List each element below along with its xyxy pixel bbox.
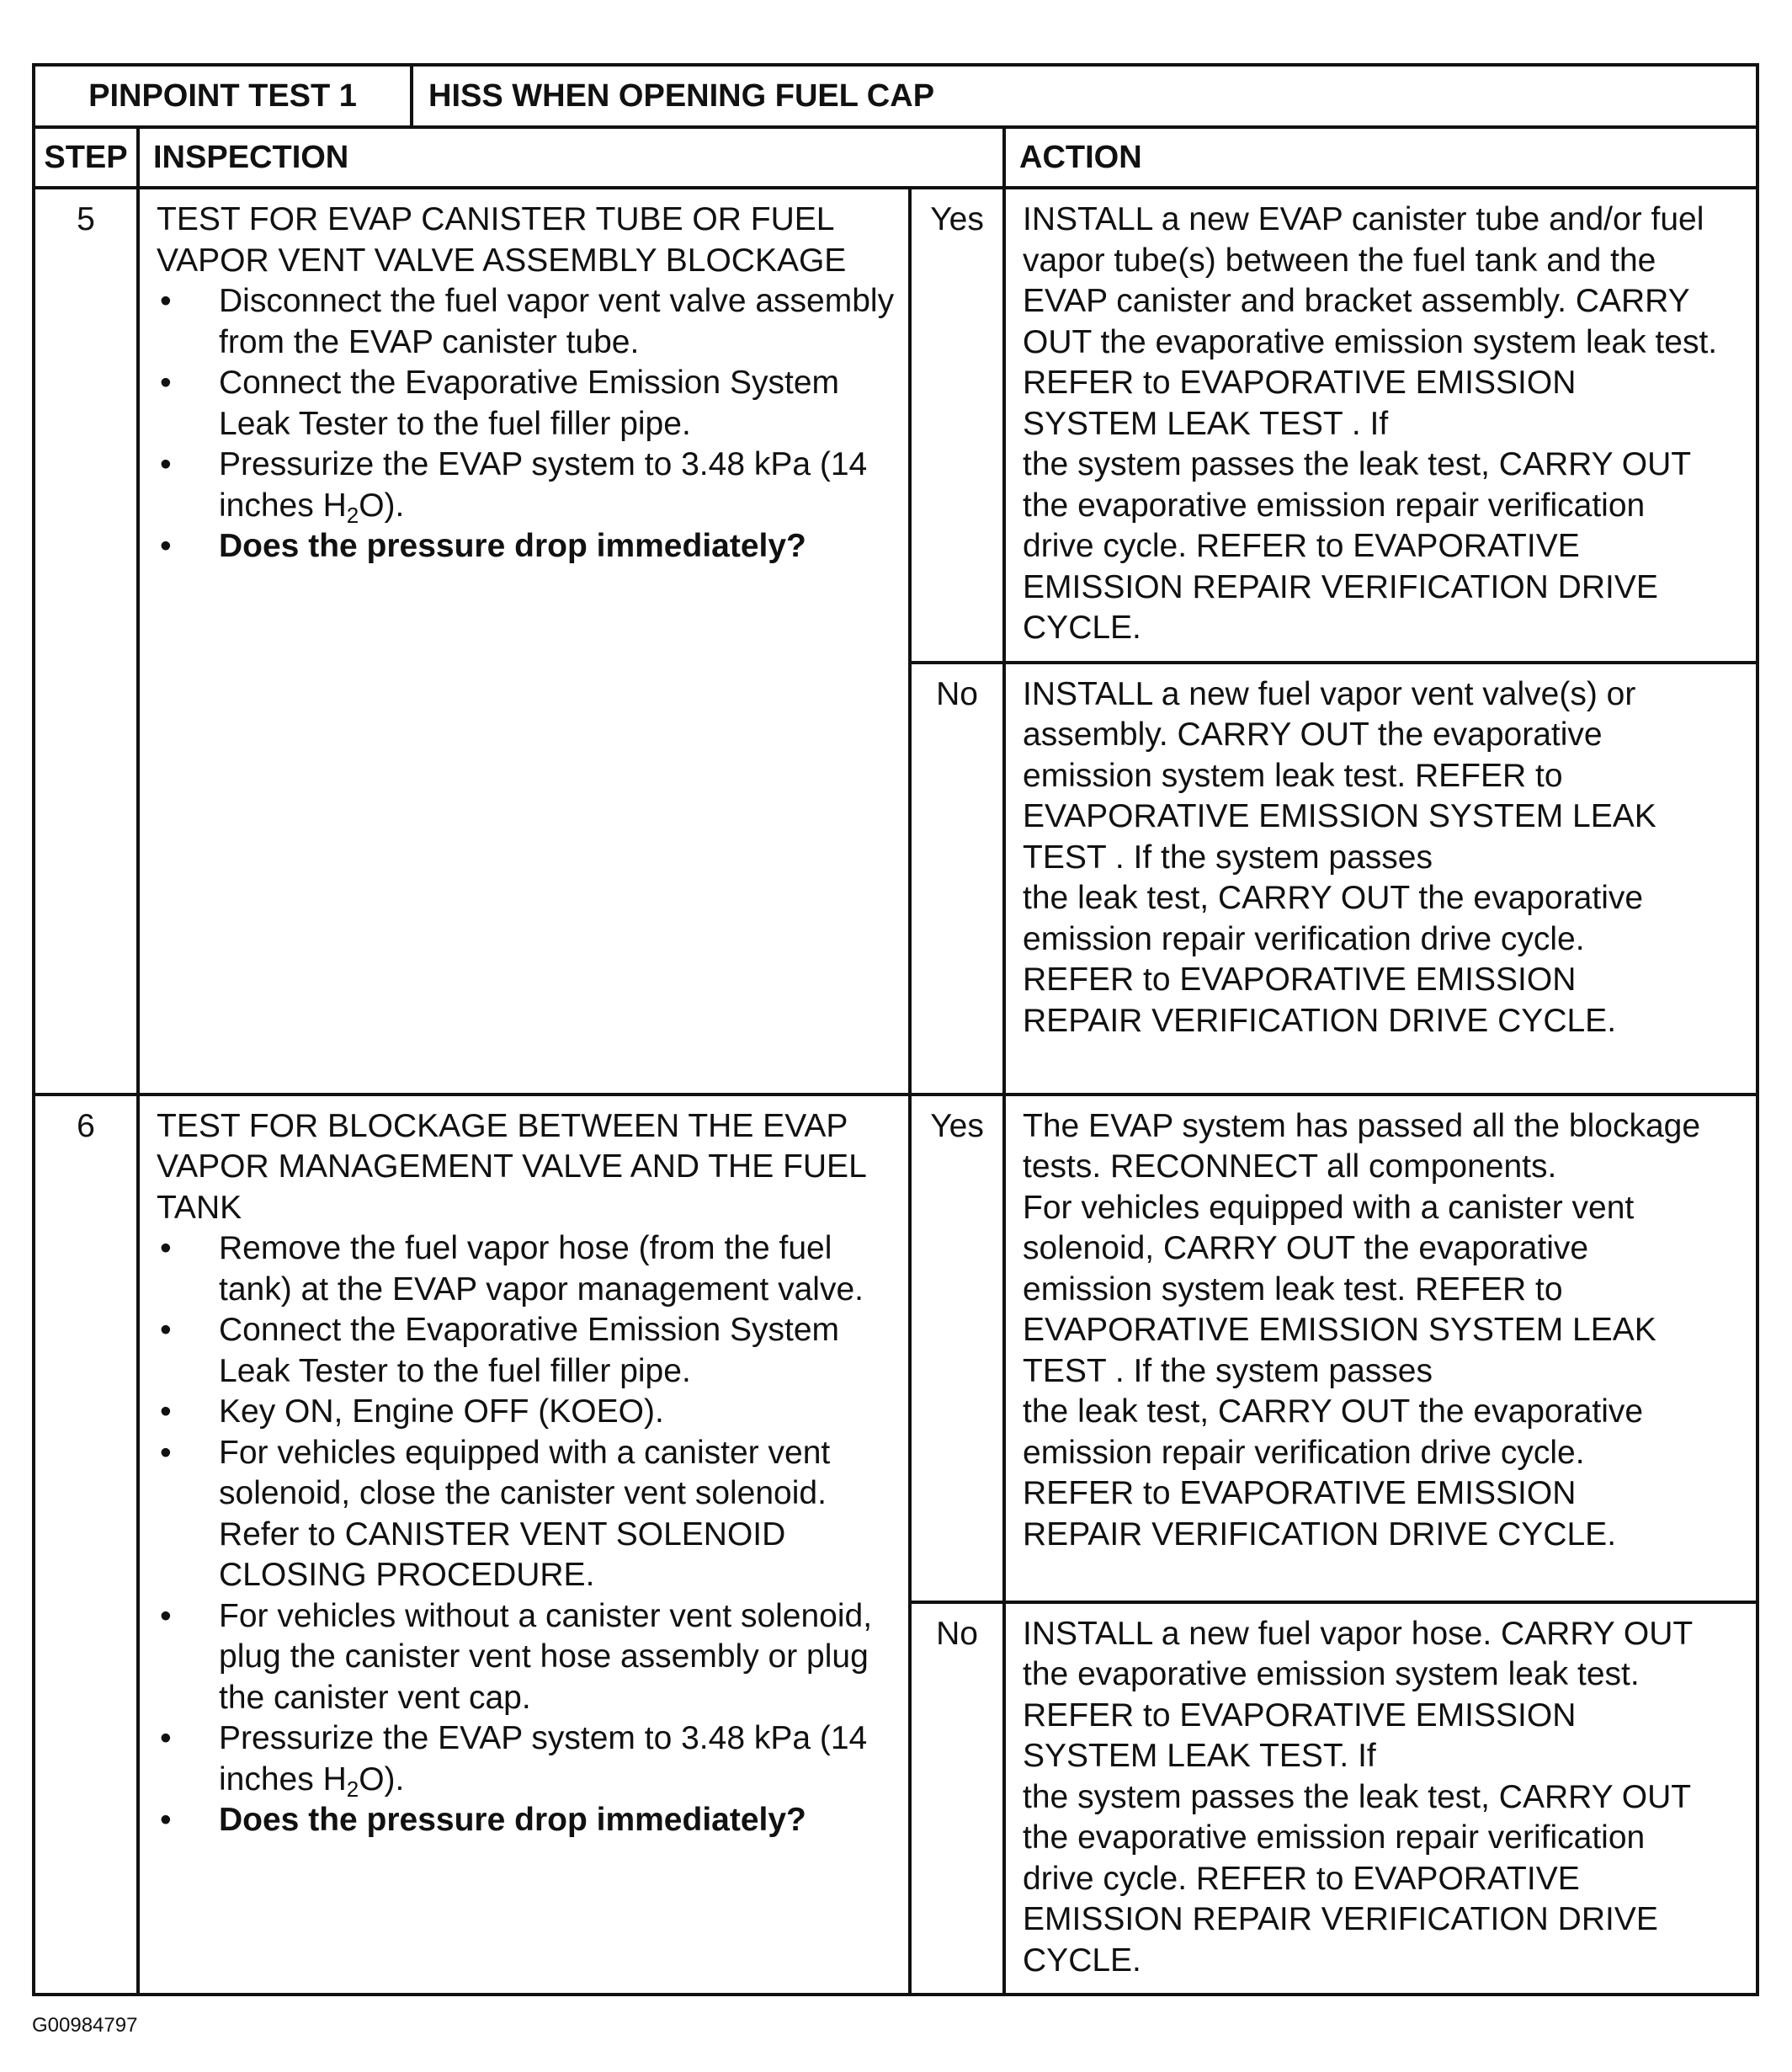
bullet-text — [219, 1228, 896, 1310]
bullet-text-line: tank) at the EVAP vapor management valve. — [219, 1270, 864, 1308]
yes-action-line: SYSTEM LEAK TEST . If — [1023, 405, 1389, 442]
bullet-text-line: Does the pressure drop immediately? — [219, 528, 806, 564]
bullet-text-line — [219, 1760, 896, 1801]
inspection-title-line: VAPOR MANAGEMENT VALVE AND THE FUEL — [157, 1148, 867, 1185]
inspection-title-line: TANK — [157, 1189, 242, 1226]
no-action-cell — [1004, 663, 1757, 1095]
no-action-line: CYCLE. — [1023, 1942, 1141, 1979]
yes-action-line: REFER to EVAPORATIVE EMISSION — [1023, 365, 1577, 401]
bullet-glyph: • — [160, 1597, 172, 1634]
yes-action-line: the system passes the leak test, CARRY OUT — [1023, 446, 1692, 482]
inspection-bullet-item — [157, 1596, 896, 1719]
no-action-line: REPAIR VERIFICATION DRIVE CYCLE. — [1023, 1002, 1617, 1039]
bullet-glyph: • — [160, 1230, 172, 1266]
bullet-text-line: Leak Tester to the fuel filler pipe. — [219, 1352, 691, 1389]
yes-action-line: EMISSION REPAIR VERIFICATION DRIVE — [1023, 568, 1658, 605]
action-column-header — [1004, 127, 1757, 188]
yes-action-line: INSTALL a new EVAP canister tube and/or fuel — [1023, 201, 1704, 237]
inspection-title — [157, 200, 896, 281]
bullet-glyph: • — [160, 528, 172, 564]
yes-label: Yes — [930, 201, 984, 237]
no-action-line: the evaporative emission system leak test. — [1023, 1656, 1640, 1692]
bullet-text — [219, 526, 896, 567]
yes-action-cell — [1004, 1095, 1757, 1602]
inspection-bullet-list — [157, 281, 896, 567]
inspection-header-label: INSPECTION — [153, 139, 349, 175]
no-action-line: emission system leak test. REFER to — [1023, 757, 1563, 794]
bullet-text — [219, 281, 896, 363]
step-row-yes — [34, 188, 1757, 663]
no-action-line: REFER to EVAPORATIVE EMISSION — [1023, 961, 1577, 998]
bullet-text — [219, 1596, 896, 1719]
bullet-text-line: Pressurize the EVAP system to 3.48 kPa (14 — [219, 1720, 868, 1756]
inspection-column-header — [138, 127, 1004, 188]
bullet-text-line — [219, 486, 896, 527]
test-label: PINPOINT TEST 1 — [88, 78, 357, 114]
bullet-glyph: • — [160, 1393, 172, 1430]
no-label-cell — [910, 1602, 1004, 1995]
no-action-line: assembly. CARRY OUT the evaporative — [1023, 716, 1603, 753]
test-header-row — [34, 65, 1757, 127]
inspection-bullet-item — [157, 1433, 896, 1596]
yes-action-line: vapor tube(s) between the fuel tank and the — [1023, 242, 1656, 279]
step-row-yes — [34, 1095, 1757, 1602]
no-action-line: INSTALL a new fuel vapor hose. CARRY OUT — [1023, 1615, 1694, 1652]
bullet-text — [219, 1392, 896, 1433]
yes-action-line: EVAP canister and bracket assembly. CARRY — [1023, 283, 1690, 319]
bullet-glyph: • — [160, 1312, 172, 1348]
pinpoint-test-document — [32, 63, 1756, 1996]
bullet-text-line: from the EVAP canister tube. — [219, 323, 640, 360]
yes-action-line: REFER to EVAPORATIVE EMISSION — [1023, 1475, 1577, 1511]
bullet-text — [219, 1800, 896, 1841]
yes-action-line: drive cycle. REFER to EVAPORATIVE — [1023, 528, 1580, 564]
no-action-line: EVAPORATIVE EMISSION SYSTEM LEAK — [1023, 798, 1656, 834]
bullet-text-fragment: O). — [359, 487, 405, 524]
pinpoint-test-table — [32, 63, 1759, 1996]
subscript: 2 — [346, 1776, 359, 1802]
test-label-cell — [34, 65, 412, 127]
inspection-bullet-item — [157, 1392, 896, 1433]
inspection-bullet-item — [157, 1718, 896, 1800]
bullet-text — [219, 1718, 896, 1800]
yes-action-cell — [1004, 188, 1757, 663]
yes-label-cell — [910, 188, 1004, 663]
bullet-text-line: the canister vent cap. — [219, 1679, 531, 1716]
bullet-text-line: Connect the Evaporative Emission System — [219, 365, 840, 401]
no-action-line: drive cycle. REFER to EVAPORATIVE — [1023, 1860, 1580, 1897]
no-action-line: SYSTEM LEAK TEST. If — [1023, 1738, 1376, 1774]
bullet-text-line: Remove the fuel vapor hose (from the fuel — [219, 1230, 832, 1266]
bullet-text-line: solenoid, close the canister vent solenoid. — [219, 1475, 827, 1511]
bullet-text-fragment: O). — [359, 1760, 405, 1798]
inspection-title — [157, 1106, 896, 1229]
yes-action-line: The EVAP system has passed all the blockage — [1023, 1107, 1701, 1144]
no-action-line: EMISSION REPAIR VERIFICATION DRIVE — [1023, 1901, 1658, 1937]
subscript: 2 — [346, 502, 359, 528]
yes-action-line: For vehicles equipped with a canister vent — [1023, 1189, 1635, 1226]
no-action-cell — [1004, 1602, 1757, 1995]
bullet-text-line: CLOSING PROCEDURE. — [219, 1557, 595, 1593]
bullet-glyph: • — [160, 446, 172, 482]
bullet-text-line: Pressurize the EVAP system to 3.48 kPa (14 — [219, 446, 868, 482]
bullet-text — [219, 1433, 896, 1596]
bullet-glyph: • — [160, 1434, 172, 1471]
step-column-header — [34, 127, 138, 188]
yes-action-line: the leak test, CARRY OUT the evaporative — [1023, 1393, 1644, 1430]
inspection-bullet-list — [157, 1228, 896, 1841]
no-action-line: the system passes the leak test, CARRY OUT — [1023, 1778, 1692, 1815]
inspection-cell — [138, 1095, 910, 1995]
yes-action-line: emission system leak test. REFER to — [1023, 1270, 1563, 1308]
no-action-line: the evaporative emission repair verification — [1023, 1819, 1646, 1856]
yes-action-line: the evaporative emission repair verification — [1023, 487, 1646, 524]
inspection-title-line: VAPOR VENT VALVE ASSEMBLY BLOCKAGE — [157, 242, 847, 279]
yes-action-line: REPAIR VERIFICATION DRIVE CYCLE. — [1023, 1515, 1617, 1553]
no-action-line: emission repair verification drive cycle. — [1023, 920, 1585, 957]
step-number-cell — [34, 188, 138, 1095]
bullet-glyph: • — [160, 283, 172, 319]
yes-action-line: emission repair verification drive cycle. — [1023, 1434, 1585, 1471]
yes-action-line: OUT the evaporative emission system leak test. — [1023, 323, 1718, 360]
no-action-line: INSTALL a new fuel vapor vent valve(s) or — [1023, 675, 1636, 712]
bullet-glyph: • — [160, 365, 172, 401]
inspection-title-line: TEST FOR EVAP CANISTER TUBE OR FUEL — [157, 201, 835, 237]
yes-action-line: solenoid, CARRY OUT the evaporative — [1023, 1230, 1589, 1266]
yes-action-line: CYCLE. — [1023, 610, 1141, 646]
bullet-text — [219, 1310, 896, 1392]
step-header-label: STEP — [44, 139, 128, 175]
bullet-text — [219, 445, 896, 526]
inspection-cell — [138, 188, 910, 1095]
test-title: HISS WHEN OPENING FUEL CAP — [428, 78, 935, 114]
yes-label-cell — [910, 1095, 1004, 1602]
bullet-text-line: Leak Tester to the fuel filler pipe. — [219, 405, 691, 442]
yes-action-line: TEST . If the system passes — [1023, 1352, 1433, 1389]
no-label-cell — [910, 663, 1004, 1095]
bullet-text-line: plug the canister vent hose assembly or plug — [219, 1638, 869, 1675]
figure-id: G00984797 — [32, 2014, 138, 2037]
no-action-line: REFER to EVAPORATIVE EMISSION — [1023, 1696, 1577, 1734]
bullet-text-fragment: inches H — [219, 1760, 347, 1798]
inspection-bullet-item — [157, 445, 896, 526]
column-header-row — [34, 127, 1757, 188]
bullet-text — [219, 363, 896, 445]
bullet-text-line: For vehicles equipped with a canister vent — [219, 1434, 831, 1471]
step-number: 5 — [77, 201, 95, 237]
no-label: No — [936, 675, 978, 712]
inspection-bullet-item — [157, 281, 896, 363]
inspection-bullet-item — [157, 1310, 896, 1392]
inspection-title-line: TEST FOR BLOCKAGE BETWEEN THE EVAP — [157, 1107, 848, 1144]
inspection-bullet-item — [157, 526, 896, 567]
bullet-glyph: • — [160, 1802, 172, 1838]
step-number-cell — [34, 1095, 138, 1995]
yes-label: Yes — [930, 1107, 984, 1144]
bullet-text-line: Refer to CANISTER VENT SOLENOID — [219, 1515, 786, 1553]
action-header-label: ACTION — [1019, 139, 1142, 175]
bullet-text-line: Disconnect the fuel vapor vent valve assembly — [219, 283, 895, 319]
bullet-text-fragment: inches H — [219, 487, 347, 524]
bullet-text-line: For vehicles without a canister vent solenoid, — [219, 1597, 873, 1634]
step-number: 6 — [77, 1107, 95, 1144]
bullet-glyph: • — [160, 1720, 172, 1756]
bullet-text-line: Does the pressure drop immediately? — [219, 1802, 806, 1838]
inspection-bullet-item — [157, 1228, 896, 1310]
no-action-line: the leak test, CARRY OUT the evaporative — [1023, 880, 1644, 916]
inspection-bullet-item — [157, 1800, 896, 1841]
bullet-text-line: Connect the Evaporative Emission System — [219, 1312, 840, 1348]
no-label: No — [936, 1615, 978, 1652]
test-title-cell — [412, 65, 1757, 127]
no-action-line: TEST . If the system passes — [1023, 839, 1433, 876]
yes-action-line: tests. RECONNECT all components. — [1023, 1148, 1557, 1185]
inspection-bullet-item — [157, 363, 896, 445]
bullet-text-line: Key ON, Engine OFF (KOEO). — [219, 1393, 664, 1430]
yes-action-line: EVAPORATIVE EMISSION SYSTEM LEAK — [1023, 1312, 1656, 1348]
